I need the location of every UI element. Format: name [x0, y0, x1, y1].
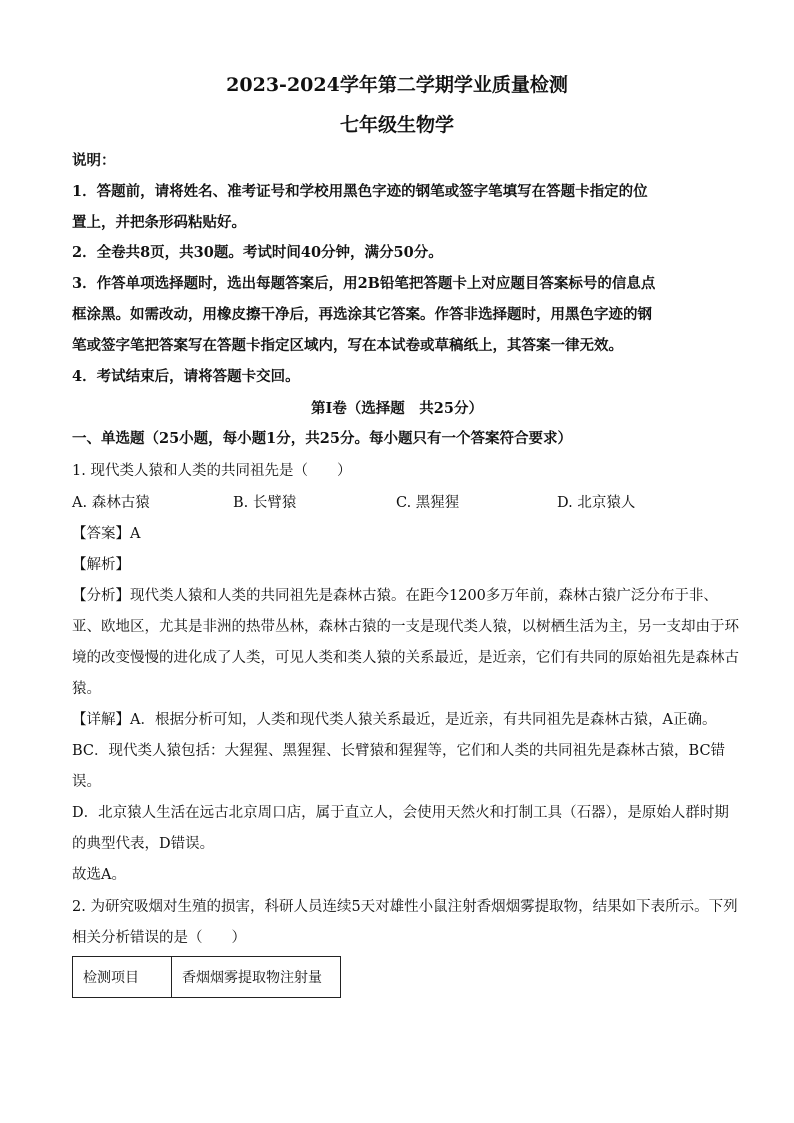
- instruction-line: 4．考试结束后，请将答题卡交回。: [72, 368, 300, 385]
- q1-option-b: B. 长臂猿: [233, 495, 297, 511]
- exam-title: 2023-2024学年第二学期学业质量检测: [226, 74, 568, 96]
- q1-option-d: D. 北京猿人: [557, 495, 636, 511]
- table-header-cell: 检测项目: [73, 957, 172, 998]
- table-row: [73, 957, 341, 998]
- question-1-stem: 1. 现代类人猿和人类的共同祖先是（ ）: [72, 463, 352, 479]
- instruction-line: 框涂黑。如需改动，用橡皮擦干净后，再选涂其它答案。作答非选择题时，用黑色字迹的钢: [72, 306, 652, 323]
- q1-analysis-line: 故选A。: [72, 867, 126, 883]
- instructions-heading: 说明：: [72, 152, 116, 169]
- instruction-line: 3．作答单项选择题时，选出每题答案后，用2B铅笔把答题卡上对应题目答案标号的信息点: [72, 275, 656, 292]
- q1-analysis-line: 的典型代表，D错误。: [72, 836, 215, 852]
- table-header-cell: 香烟烟雾提取物注射量: [172, 957, 341, 998]
- q1-analysis-label: 【解析】: [72, 557, 130, 573]
- instruction-line: 笔或签字笔把答案写在答题卡指定区域内，写在本试卷或草稿纸上，其答案一律无效。: [72, 337, 623, 354]
- q1-option-a: A. 森林古猿: [72, 495, 150, 511]
- q1-analysis-line: 境的改变慢慢的进化成了人类，可见人类和类人猿的关系最近，是近亲，它们有共同的原始祖先是森林古: [72, 650, 739, 666]
- q1-analysis-line: D．北京猿人生活在远古北京周口店，属于直立人，会使用天然火和打制工具（石器），是原始人群时期: [72, 805, 729, 821]
- q1-option-c: C. 黑猩猩: [396, 495, 460, 511]
- q1-analysis-line: 【分析】现代类人猿和人类的共同祖先是森林古猿。在距今1200多万年前，森林古猿广泛分布于非、: [72, 588, 718, 604]
- instruction-line: 2．全卷共8页，共30题。考试时间40分钟，满分50分。: [72, 244, 443, 261]
- exam-subtitle: 七年级生物学: [339, 114, 454, 136]
- question-2-stem: 相关分析错误的是（ ）: [72, 930, 246, 946]
- q1-analysis-line: 亚、欧地区，尤其是非洲的热带丛林，森林古猿的一支是现代类人猿，以树栖生活为主，另一支却由于环: [72, 619, 739, 635]
- q1-answer: 【答案】A: [72, 526, 141, 542]
- question-2-stem: 2. 为研究吸烟对生殖的损害，科研人员连续5天对雄性小鼠注射香烟烟雾提取物，结果如下表所示。下列: [72, 899, 738, 915]
- q1-analysis-line: 误。: [72, 774, 101, 790]
- section-title: 第Ⅰ卷（选择题 共25分）: [311, 400, 483, 417]
- q1-analysis-line: 【详解】A．根据分析可知，人类和现代类人猿关系最近，是近亲，有共同祖先是森林古猿，A正确。: [72, 712, 717, 728]
- q2-table: [72, 956, 341, 998]
- instruction-line: 1．答题前，请将姓名、准考证号和学校用黑色字迹的钢笔或签字笔填写在答题卡指定的位: [72, 183, 648, 200]
- part-heading: 一、单选题（25小题，每小题1分，共25分。每小题只有一个答案符合要求）: [72, 430, 572, 447]
- q1-analysis-line: BC．现代类人猿包括：大猩猩、黑猩猩、长臂猿和猩猩等，它们和人类的共同祖先是森林古猿，BC错: [72, 743, 726, 759]
- instruction-line: 置上，并把条形码粘贴好。: [72, 214, 246, 231]
- q1-analysis-line: 猿。: [72, 681, 101, 697]
